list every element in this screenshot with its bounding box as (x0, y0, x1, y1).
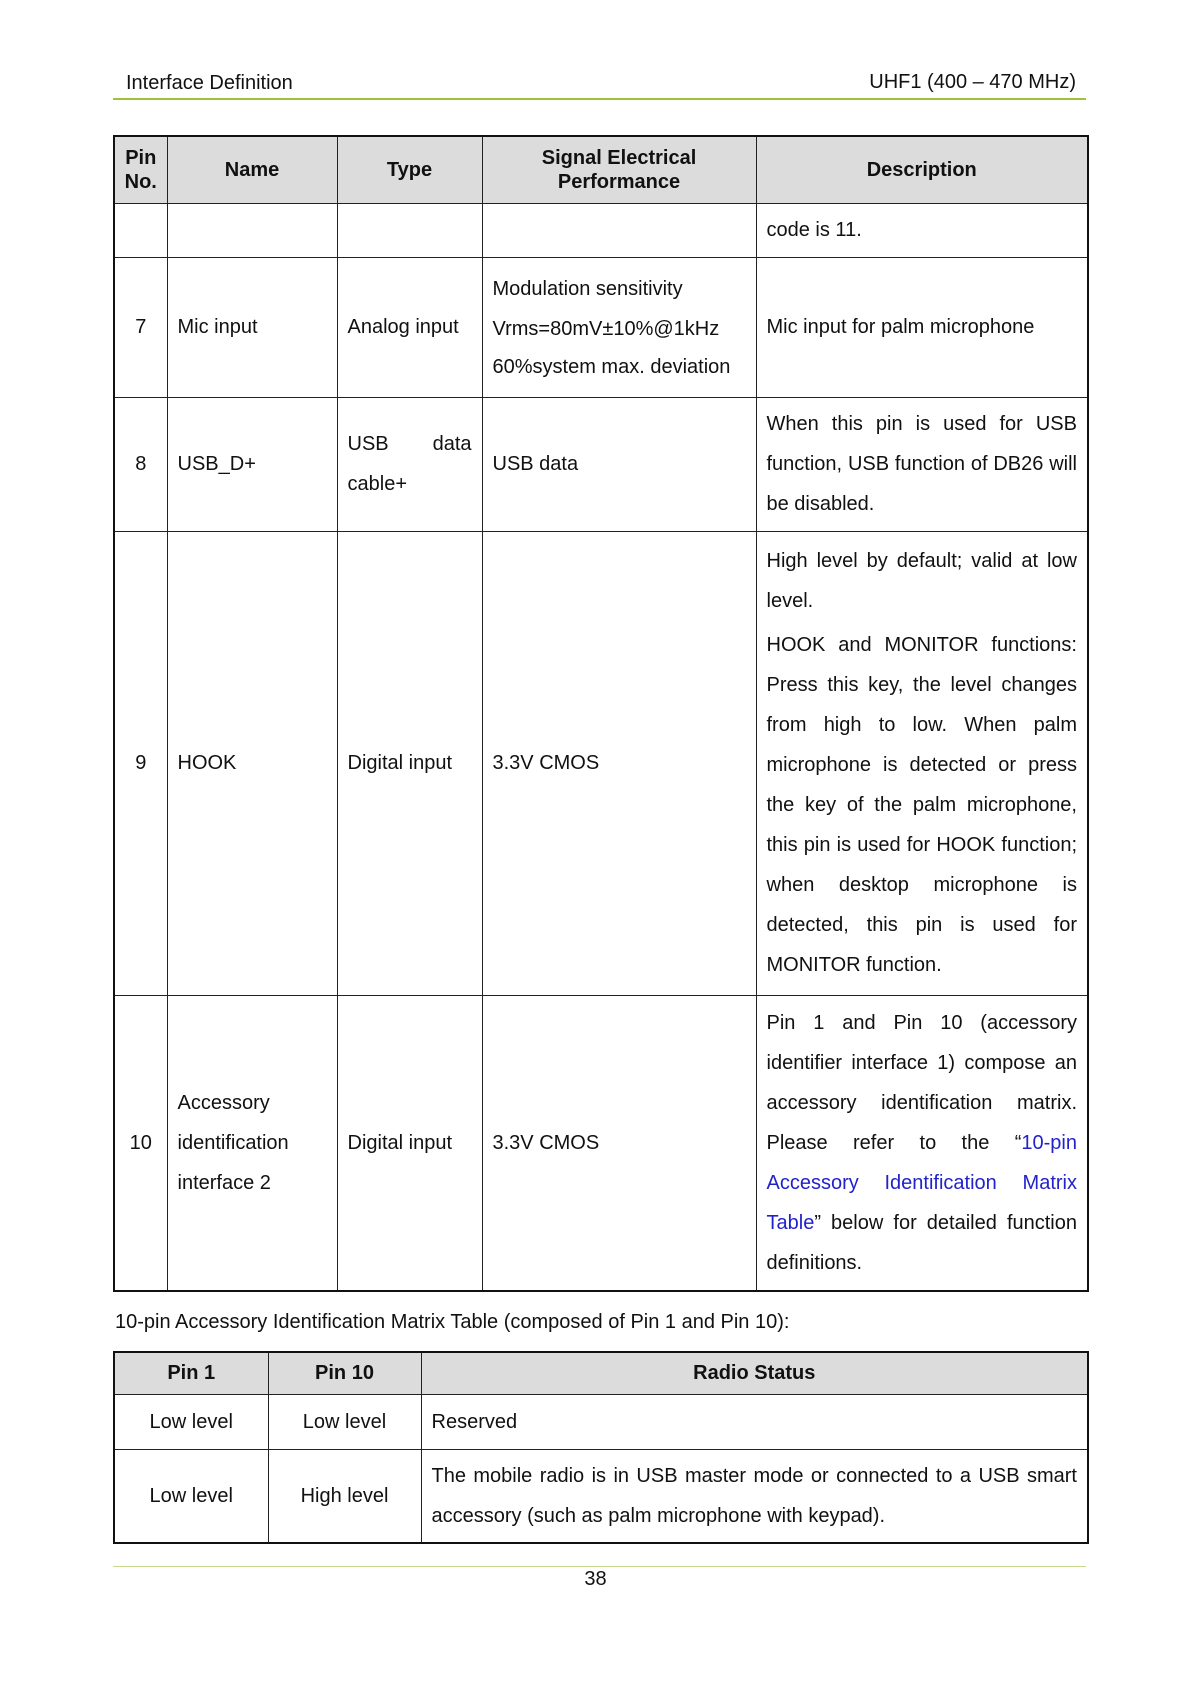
table-cell (482, 203, 756, 257)
table-row (114, 257, 1088, 397)
pin-number: 8 (114, 397, 167, 531)
pin1-level: Low level (114, 1449, 268, 1543)
pin-name: HOOK (167, 531, 337, 995)
pin-description (756, 531, 1088, 995)
col-header-pin1: Pin 1 (114, 1352, 268, 1394)
accessory-matrix-table (113, 1351, 1089, 1544)
pin-signal: 3.3V CMOS (482, 531, 756, 995)
pin-type: USB data cable+ (337, 397, 482, 531)
pin-number: 9 (114, 531, 167, 995)
pin-type: Analog input (337, 257, 482, 397)
pin-signal: USB data (482, 397, 756, 531)
col-header-pin: Pin No. (114, 136, 167, 203)
table-cell (114, 203, 167, 257)
table-row (114, 1394, 1088, 1449)
radio-status: Reserved (421, 1394, 1088, 1449)
col-header-pin10: Pin 10 (268, 1352, 421, 1394)
radio-status: The mobile radio is in USB master mode or connected to a USB smart accessory (such as palm microphone with keypad). (421, 1449, 1088, 1543)
footer-rule (113, 1566, 1086, 1567)
matrix-table-link[interactable]: 10-pin Accessory Identification Matrix Table (766, 1131, 1077, 1234)
description-text: Pin 1 and Pin 10 (accessory identifier interface 1) compose an accessory identification matrix. Please refer to the “ (766, 1011, 1077, 1154)
pin-name: Mic input (167, 257, 337, 397)
signal-line: Vrms=80mV±10%@1kHz (492, 318, 720, 340)
table-header-row (114, 136, 1088, 203)
description-paragraph: HOOK and MONITOR functions: Press this key, the level changes from high to low. When palm microphone is detected or press the key of the palm microphone, this pin is used for HOOK function; when desktop microphone is detected, this pin is used for MONITOR function. (766, 634, 1077, 976)
page-header (113, 64, 1086, 100)
matrix-table-caption: 10-pin Accessory Identification Matrix Table (composed of Pin 1 and Pin 10): (115, 1311, 790, 1333)
page-number: 38 (584, 1568, 607, 1590)
pin-definition-table (113, 135, 1089, 1292)
pin-number: 7 (114, 257, 167, 397)
description-paragraph: High level by default; valid at low level. (766, 550, 1077, 612)
table-row (114, 1449, 1088, 1543)
description-continued: code is 11. (756, 203, 1088, 257)
pin-signal: 3.3V CMOS (482, 995, 756, 1291)
col-header-description: Description (756, 136, 1088, 203)
table-cell (167, 203, 337, 257)
table-row (114, 995, 1088, 1291)
pin-number: 10 (114, 995, 167, 1291)
signal-line: Modulation sensitivity (492, 278, 683, 300)
table-cell (337, 203, 482, 257)
pin-signal (482, 257, 756, 397)
pin10-level: Low level (268, 1394, 421, 1449)
section-title: Interface Definition (126, 72, 293, 94)
pin-type: Digital input (337, 531, 482, 995)
table-header-row (114, 1352, 1088, 1394)
pin-description: When this pin is used for USB function, USB function of DB26 will be disabled. (756, 397, 1088, 531)
product-title: UHF1 (400 – 470 MHz) (869, 71, 1076, 93)
pin-description: Mic input for palm microphone (756, 257, 1088, 397)
pin-description (756, 995, 1088, 1291)
pin10-level: High level (268, 1449, 421, 1543)
table-row (114, 531, 1088, 995)
description-text: ” below for detailed function definitions. (766, 1211, 1077, 1274)
pin-name: Accessory identification interface 2 (167, 995, 337, 1291)
col-header-radio-status: Radio Status (421, 1352, 1088, 1394)
table-row (114, 203, 1088, 257)
col-header-signal: Signal Electrical Performance (482, 136, 756, 203)
pin-type: Digital input (337, 995, 482, 1291)
col-header-name: Name (167, 136, 337, 203)
col-header-type: Type (337, 136, 482, 203)
signal-line: 60%system max. deviation (492, 356, 731, 378)
table-row (114, 397, 1088, 531)
pin1-level: Low level (114, 1394, 268, 1449)
pin-name: USB_D+ (167, 397, 337, 531)
